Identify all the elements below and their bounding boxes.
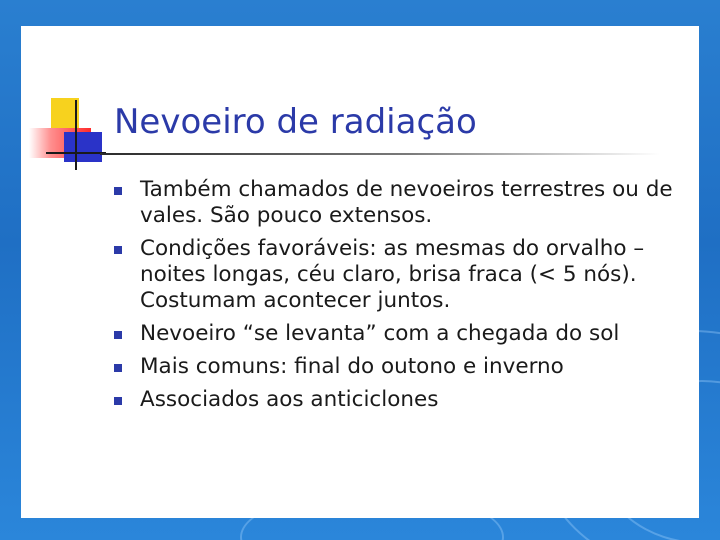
title-underline <box>100 153 660 155</box>
bullet-text: Associados aos anticiclones <box>140 387 439 412</box>
list-item <box>108 354 688 380</box>
square-bullet-icon <box>114 187 122 195</box>
bullet-text: Mais comuns: final do outono e inverno <box>140 354 564 379</box>
slide-title: Nevoeiro de radiação <box>114 102 477 142</box>
bullet-text: Também chamados de nevoeiros terrestres ou de vales. São pouco extensos. <box>140 177 673 228</box>
list-item <box>108 321 688 347</box>
square-bullet-icon <box>114 246 122 254</box>
bullet-text: Nevoeiro “se levanta” com a chegada do sol <box>140 321 620 346</box>
list-item <box>108 236 688 314</box>
list-item <box>108 177 688 229</box>
bullet-text: Condições favoráveis: as mesmas do orvalho – noites longas, céu claro, brisa fraca (< 5 nós). Costumam acontecer juntos. <box>140 236 645 313</box>
square-bullet-icon <box>114 364 122 372</box>
bullet-list <box>108 177 688 420</box>
square-bullet-icon <box>114 397 122 405</box>
square-bullet-icon <box>114 331 122 339</box>
list-item <box>108 387 688 413</box>
